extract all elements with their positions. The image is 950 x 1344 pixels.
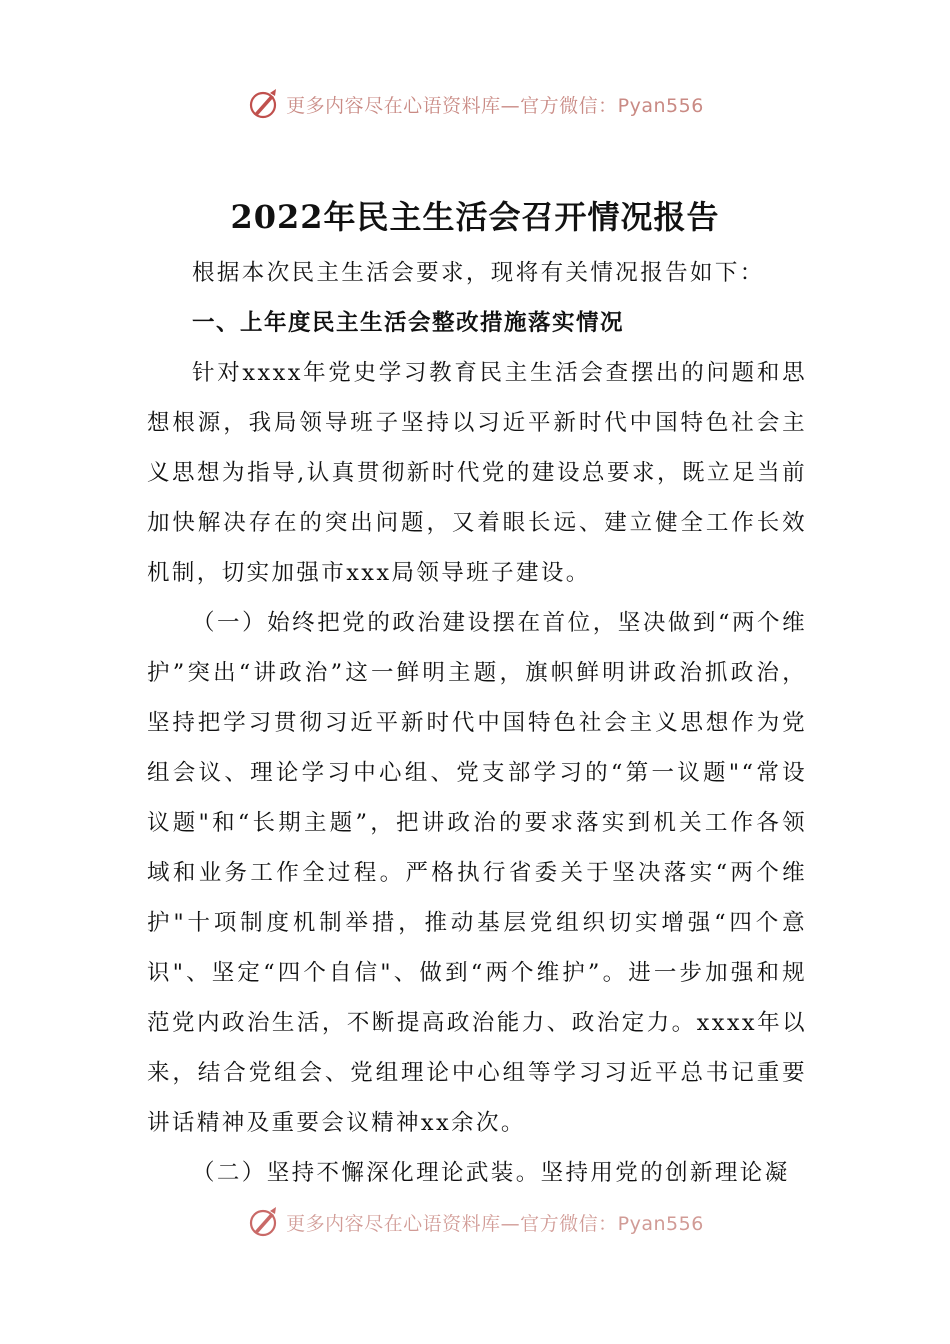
watermark-header <box>0 84 950 124</box>
paragraph-intro: 根据本次民主生活会要求，现将有关情况报告如下： <box>192 260 765 286</box>
document-body <box>147 248 807 1198</box>
watermark-text: 更多内容尽在心语资料库—官方微信：Pyan556 <box>286 94 704 117</box>
document-title: 2022年民主生活会召开情况报告 <box>230 198 720 236</box>
watermark-text: 更多内容尽在心语资料库—官方微信：Pyan556 <box>286 1212 704 1235</box>
section-heading-1: 一、上年度民主生活会整改措施落实情况 <box>192 310 625 336</box>
paragraph-1: 针对xxxx年党史学习教育民主生活会查摆出的问题和思想根源，我局领导班子坚持以习近平新时代中国特色社会主义思想为指导,认真贯彻新时代党的建设总要求，既立足当前加快解决存在的突出问题，又着眼长远、建立健全工作长效机制，切实加强市xxx局领导班子建设。 <box>147 360 807 586</box>
paragraph-3: （二）坚持不懈深化理论武装。坚持用党的创新理论凝 <box>192 1160 790 1186</box>
paragraph-2: （一）始终把党的政治建设摆在首位，坚决做到“两个维护”突出“讲政治”这一鲜明主题，旗帜鲜明讲政治抓政治，坚持把学习贯彻习近平新时代中国特色社会主义思想作为党组会议、理论学习中心组、党支部学习的“第一议题"“常设议题"和“长期主题”，把讲政治的要求落实到机关工作各领域和业务工作全过程。严格执行省委关于坚决落实“两个维护"十项制度机制举措，推动基层党组织切实增强“四个意识"、坚定“四个自信"、做到“两个维护”。进一步加强和规范党内政治生活，不断提高政治能力、政治定力。xxxx年以来，结合党组会、党组理论中心组等学习习近平总书记重要讲话精神及重要会议精神xx余次。 <box>147 610 807 1136</box>
pen-circle-icon <box>246 1205 280 1239</box>
watermark-footer <box>0 1202 950 1242</box>
pen-circle-icon <box>246 87 280 121</box>
